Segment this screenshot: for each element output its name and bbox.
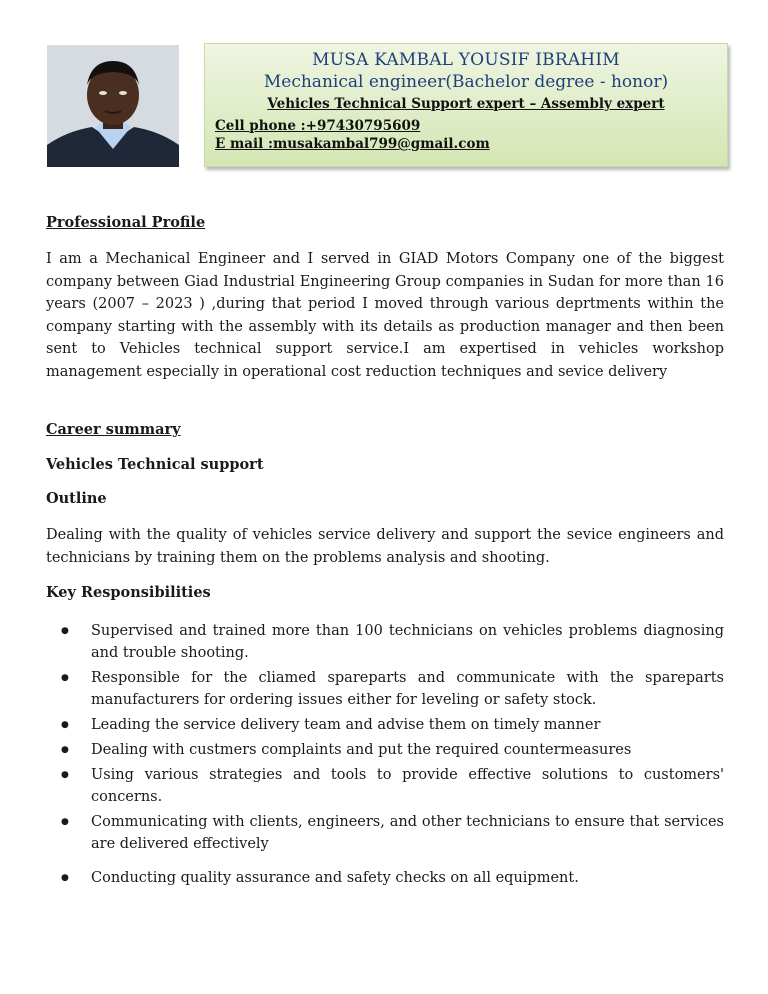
- profile-text: I am a Mechanical Engineer and I served in GIAD Motors Company one of the biggest company between Giad Industrial Engineering Group companies in Sudan for more than 16 years (2007 – 2023 ) ,during that period I moved through various deprtments within the company starting with the assembly with its details as production manager and then been sent to Vehicles technical support service.I am expertised in vehicles workshop management especially in operational cost reduction techniques and sevice delivery: [46, 251, 724, 380]
- list-item: ● Leading the service delivery team and advise them on timely manner: [46, 714, 724, 736]
- responsibilities-heading: Key Responsibilities: [46, 584, 211, 601]
- list-item: ● Using various strategies and tools to provide effective solutions to customers' concerns.: [46, 764, 724, 808]
- person-portrait-icon: [47, 45, 179, 167]
- list-item: ● Supervised and trained more than 100 technicians on vehicles problems diagnosing and trouble shooting.: [46, 620, 724, 664]
- outline-text: Dealing with the quality of vehicles service delivery and support the sevice engineers and technicians by training them on the problems analysis and shooting.: [46, 527, 724, 566]
- profile-heading: Professional Profile: [46, 214, 206, 231]
- list-item: ● Dealing with custmers complaints and put the required countermeasures: [46, 739, 724, 761]
- list-item: ● Communicating with clients, engineers, and other technicians to ensure that services are delivered effectively: [46, 811, 724, 855]
- career-heading: Career summary: [46, 421, 181, 438]
- candidate-title: Mechanical engineer(Bachelor degree - honor): [263, 72, 669, 92]
- list-item: ● Responsible for the cliamed spareparts and communicate with the spareparts manufacturers for ordering issues either for leveling or safety stock.: [46, 667, 724, 711]
- responsibilities-list: [46, 620, 724, 892]
- candidate-name: MUSA KAMBAL YOUSIF IBRAHIM: [312, 50, 620, 70]
- header-box: [204, 43, 728, 167]
- career-role: Vehicles Technical support: [46, 456, 264, 473]
- outline-heading: Outline: [46, 490, 107, 507]
- list-item: ● Conducting quality assurance and safety checks on all equipment.: [46, 867, 724, 889]
- candidate-subtitle: Vehicles Technical Support expert – Assembly expert: [267, 96, 665, 112]
- email-link[interactable]: E mail :musakambal799@gmail.com: [215, 136, 490, 152]
- profile-photo: [47, 45, 179, 167]
- cell-phone: Cell phone :+97430795609: [215, 118, 421, 134]
